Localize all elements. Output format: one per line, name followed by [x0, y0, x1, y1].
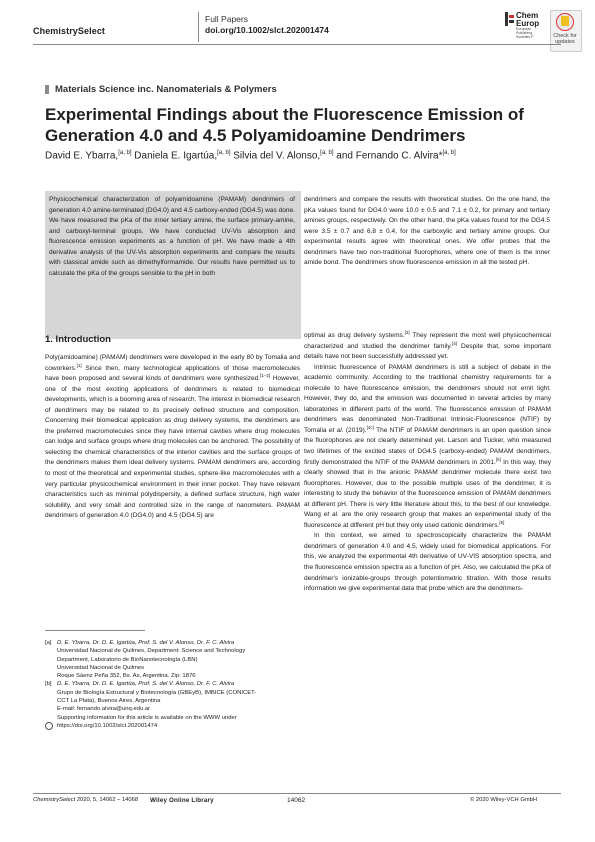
header-divider [198, 12, 199, 42]
supporting-info-link[interactable]: https://doi.org/10.1002/slct.202001474 [57, 722, 158, 729]
author-name[interactable]: Silvia del V. Alonso, [230, 150, 321, 162]
paragraph: optimal as drug delivery systems.[3] They represent the most well physicochemical characterized and studied the dendrimer family.[4] Despite that, some important details have not been successfully addressed yet. [304, 329, 552, 361]
badge-label: Check for updates [553, 33, 577, 45]
footnote-rule [45, 630, 145, 631]
paragraph: In this context, we aimed to spectroscopically characterize the PAMAM dendrimers of generation 4.0 and 4.5, widely used for biomedical applications. For this, we analyzed the experimental 4th derivative of UV-VIS absorption spectra, and the fluorescence emission spectra as a function of pH. Also, we calculated the pKa of dendrimer's ionizable-groups through potentiometric titration. With those results information we give experimental data that probe which are the dendrimers- [304, 532, 551, 593]
abstract-column-1: Physicochemical characterization of polyamidoamine (PAMAM) dendrimers of generation 4.0 amine-terminated (DG4.0) and 4.5 carboxy-ended (DG4.5) was done. We have measured the pKa of the inner tertiary amine, the surface primary-amine, and carboxyl-terminal groups. We have conducted UV-Vis absorption and fluorescence emission experiments as a function of pH. We have made a 4th derivative analysis of the UV-Vis absorption experiments and compare the results with classical amide such as dimethylformamide. Our results have permitted us to calculate the pKa of the groups sensible to the pH in both [49, 196, 295, 277]
citation-ref[interactable]: [3] [404, 329, 410, 335]
footnote-authors: D. E. Ybarra, Dr. D. E. Igartúa, Prof. S. del V. Alonso, Dr. F. C. Alvira [57, 681, 235, 688]
affiliation-mark: [a, b] [217, 150, 231, 156]
author-name[interactable]: Daniela E. Igartúa, [131, 150, 218, 162]
section-heading: Materials Science inc. Nanomaterials & Polymers [55, 84, 277, 95]
citation-ref[interactable]: [4] [452, 340, 458, 346]
body-column-2 [304, 331, 551, 595]
publisher-logo-line1: Chem [516, 11, 539, 20]
footnotes: [a] D. E. Ybarra, Dr. D. E. Igartúa, Prof. S. del V. Alonso, Dr. F. C. Alvira Universidad Nacional de Quilmes, Department: Science and Technology Department, Laboratorio de BioNanotecnología (LBN) Universidad Nacional de Quilmes Roque Sáenz Peña 352, Bs. As, Argentina. Zip: 1876 [b] D. E. Ybarra, Dr. D. E. Igartúa, Prof. S. del V. Alonso, Dr. F. C. Alvira Grupo de Biología Estructural y Biotecnología (GBEyB), IMBICE (CONICET- CCT La Plata), Buenos Aires, Argentina E-mail: fernando.alvira@unq.edu.ar Supporting information for this article is available on the WWW under https://doi.org/10.1002/slct.202001474 [45, 639, 300, 730]
introduction-heading: 1. Introduction [45, 334, 111, 345]
citation-ref[interactable]: [1–2] [260, 372, 271, 378]
supporting-info-icon [45, 722, 53, 730]
publisher-logo-sub: European Publishing Societies P [516, 27, 534, 39]
publisher-logo-line2: Europ [516, 19, 540, 28]
affiliation-mark: [a, b] [320, 150, 334, 156]
publisher-logo-icon [505, 12, 515, 26]
author-list [45, 150, 565, 161]
footnote-label: [a] [45, 640, 52, 646]
contact-email[interactable]: E-mail: fernando.alvira@unq.edu.ar [57, 706, 151, 713]
citation-ref[interactable]: [4c] [366, 424, 374, 430]
article-title: Experimental Findings about the Fluorescence Emission of Generation 4.0 and 4.5 Polyamidoamine Dendrimers [45, 105, 524, 145]
doi-link[interactable]: doi.org/10.1002/slct.202001474 [205, 25, 329, 35]
body-column-1 [45, 353, 300, 522]
paragraph: Poly(amidoamine) (PAMAM) dendrimers were developed in the early 80 by Tomalia and coworkers.[1] Since then, many technological applications of those macromolecules have been proposed and several kinds of dendrimers were synthesized.[1–2] However, one of the most exciting applications of dendrimers is related to biomedical developments, which is a booming area of research. The interest in biomedical research of dendrimers may be related to its precisely defined structure and composition. Concerning their biomedical application as drug delivery systems, the dendrimers are the preferred macromolecules since they have internal cavities where drug molecules can lodge and surface groups where drug molecules can be anchored. The possibility of selecting the chemical characteristics of the interior cavities and the surface groups of the dendrimers makes them ideal delivery systems. PAMAM dendrimers are, according to most of the theoretical and experimental studies, sphere-like macromolecules with a very particular physicochemical environment in their inner pocket. They have relevant characteristics such as minimal polydispersity, a defined surface structure, high water solubility, and very small and controlled size in the range of nanometers. PAMAM dendrimers of generation 4.0 (DG4.0) and 4.5 (DG4.5) are [45, 354, 300, 520]
paragraph: Intrinsic fluorescence of PAMAM dendrimers is still a subject of debate in the academic community. According to the traditional chemistry requirements for a molecule to have fluorescence emission, the dendrimers should not emit light. However, they do, and the emission was documented in several articles by many laboratories in different parts of the world. The fluorescence emission of PAMAM dendrimers was denominated Non-Traditional Intrinsic-Fluorescence (NTIF) by Tomalia et al. (2019).[4c] The NTIF of PAMAM dendrimers is an open question since the fluorophores are not clearly determined yet. Larson and Tucker, who measured two lifetimes of the excited states of DG4.5 (carboxy-ended) PAMAM dendrimers, firstly demonstrated the NTIF of the PAMAM dendrimers in 2001.[5] In this way, they clearly showed that in the anionic PAMAM dendrimer molecule there exist two fluorophores. However, due to the possible multiple uses of the dendrimer, it is interesting to study the behavior of the fluorescence emission of PAMAM dendrimers at different pH. There is very little literature about this, to the best of our knowledge. Wang et al. are the only research group that makes an experimental study of the fluorescence at different pH but they only used cationic dendrimers.[6] [304, 363, 551, 529]
article-info [205, 14, 329, 36]
author-name[interactable]: David E. Ybarra, [45, 150, 119, 162]
footer-rule [33, 793, 561, 794]
copyright: © 2020 Wiley-VCH GmbH [470, 797, 538, 803]
abstract-column-2: dendrimers and compare the results with theoretical studies. On the one hand, the pKa values found for DG4.0 were 10.0 ± 0.5 and 7.1 ± 0.2, for primary and tertiary amines groups, respectively. On the other hand, the pKa values found for the DG4.5 were 3.5 ± 0.7 and 6.8 ± 0.4, for the carboxylic and tertiary amine groups. Our experimental results agree with theoretical ones. We offer probes that the dendrimers have two non-traditional fluorophores, where one of them is the inner amide bond. The dendrimers show fluorescence emission in all the tested pH. [304, 196, 550, 267]
footer-citation: ChemistrySelect 2020, 5, 14062 – 14068 [33, 797, 139, 803]
author-name[interactable]: and Fernando C. Alvira* [333, 150, 443, 162]
page-number: 14062 [287, 797, 306, 804]
section-marker [45, 85, 49, 94]
journal-name: ChemistrySelect [33, 26, 106, 36]
citation-ref[interactable]: [5] [495, 456, 501, 462]
bookmark-icon [561, 16, 569, 26]
citation-ref[interactable]: [6] [499, 519, 505, 525]
citation-ref[interactable]: [1] [76, 362, 82, 368]
article-type: Full Papers [205, 14, 248, 24]
footnote-label: [b] [45, 681, 52, 688]
footnote-authors: D. E. Ybarra, Dr. D. E. Igartúa, Prof. S. del V. Alonso, Dr. F. C. Alvira [57, 640, 235, 646]
affiliation-mark: [a, b] [442, 150, 456, 156]
affiliation-mark: [a, b] [118, 150, 132, 156]
wiley-online-library-logo[interactable]: Wiley Online Library [150, 797, 214, 804]
header-rule [33, 44, 561, 45]
